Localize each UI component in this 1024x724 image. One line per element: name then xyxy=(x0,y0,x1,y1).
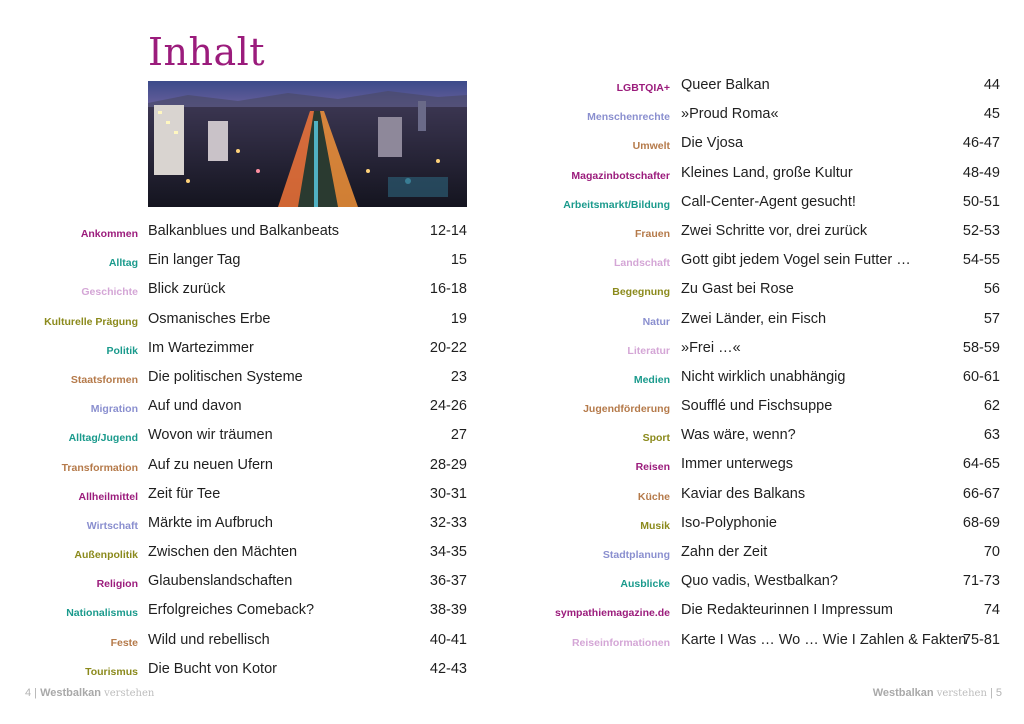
footer-page-number: | 5 xyxy=(989,687,1002,699)
toc-entry xyxy=(0,422,470,451)
toc-title: Call-Center-Agent gesucht! xyxy=(681,193,856,210)
toc-page: 15 xyxy=(450,252,467,269)
toc-title: Glaubenslandschaften xyxy=(148,573,293,590)
toc-entry xyxy=(520,422,1004,451)
toc-page: 60-61 xyxy=(962,368,1000,385)
toc-entry xyxy=(0,656,470,685)
toc-entry xyxy=(0,306,470,335)
toc-entry xyxy=(520,247,1004,276)
page-title: Inhalt xyxy=(148,30,266,74)
toc-entry xyxy=(520,160,1004,189)
toc-title: Wovon wir träumen xyxy=(148,427,273,444)
toc-title: Kleines Land, große Kultur xyxy=(681,164,853,181)
toc-category: Transformation xyxy=(61,461,138,474)
toc-category: Frauen xyxy=(634,227,670,240)
toc-entry xyxy=(0,597,470,626)
toc-title: Was wäre, wenn? xyxy=(681,427,796,444)
toc-category: Ausblicke xyxy=(620,578,670,591)
toc-category: Staatsformen xyxy=(70,373,138,386)
toc-title: Zwischen den Mächten xyxy=(148,544,298,561)
toc-title: Auf zu neuen Ufern xyxy=(148,456,273,473)
toc-page: 52-53 xyxy=(962,222,1000,239)
toc-page: 36-37 xyxy=(429,573,467,590)
toc-page: 64-65 xyxy=(962,456,1000,473)
toc-category: Allheilmittel xyxy=(78,490,138,503)
toc-category: Migration xyxy=(90,403,138,416)
toc-entry xyxy=(520,189,1004,218)
toc-entry xyxy=(520,335,1004,364)
toc-page: 45 xyxy=(983,106,1000,123)
toc-category: Feste xyxy=(110,636,138,649)
toc-category: Nationalismus xyxy=(66,607,138,620)
toc-category: Literatur xyxy=(627,344,670,357)
toc-entry xyxy=(0,247,470,276)
toc-title: Im Wartezimmer xyxy=(148,339,254,356)
toc-title: Karte I Was … Wo … Wie I Zahlen & Fakten xyxy=(681,631,967,648)
footer-brand: Westbalkan xyxy=(872,687,934,699)
toc-page: 58-59 xyxy=(962,339,1000,356)
toc-title: Auf und davon xyxy=(148,398,242,415)
toc-entry xyxy=(0,452,470,481)
toc-entry xyxy=(0,568,470,597)
toc-page: 38-39 xyxy=(429,602,467,619)
toc-page: 57 xyxy=(983,310,1000,327)
toc-title: Erfolgreiches Comeback? xyxy=(148,602,315,619)
toc-entry xyxy=(520,72,1004,101)
toc-title: Quo vadis, Westbalkan? xyxy=(681,573,838,590)
toc-category: Arbeitsmarkt/Bildung xyxy=(563,198,670,211)
toc-page: 27 xyxy=(450,427,467,444)
toc-entry xyxy=(520,510,1004,539)
toc-entry xyxy=(520,539,1004,568)
toc-category: Begegnung xyxy=(612,286,670,299)
toc-page: 68-69 xyxy=(962,514,1000,531)
city-photo-illustration xyxy=(148,81,467,207)
toc-page: 16-18 xyxy=(429,281,467,298)
toc-category: Landschaft xyxy=(613,257,670,270)
toc-page: 23 xyxy=(450,368,467,385)
toc-entry xyxy=(0,481,470,510)
toc-category: Jugendförderung xyxy=(583,403,670,416)
toc-category: Natur xyxy=(642,315,670,328)
toc-title: »Proud Roma« xyxy=(681,106,779,123)
toc-title: Zahn der Zeit xyxy=(681,544,768,560)
toc-title: Die Vjosa xyxy=(681,135,744,152)
toc-title: Blick zurück xyxy=(148,281,226,298)
toc-category: Medien xyxy=(633,373,670,386)
toc-page: 62 xyxy=(983,398,1000,415)
toc-title: Ein langer Tag xyxy=(148,252,241,269)
footer-subtitle: verstehen xyxy=(104,688,155,699)
city-night-photo xyxy=(148,81,467,207)
toc-category: Geschichte xyxy=(81,286,138,299)
toc-category: Ankommen xyxy=(80,228,138,240)
toc-title: Iso-Polyphonie xyxy=(681,514,777,531)
toc-entry xyxy=(0,510,470,539)
toc-page: 46-47 xyxy=(962,135,1000,152)
toc-category: Umwelt xyxy=(632,140,670,153)
toc-title: Zwei Länder, ein Fisch xyxy=(681,310,827,327)
toc-page: 19 xyxy=(450,310,467,327)
toc-title: Soufflé und Fischsuppe xyxy=(681,398,833,415)
footer-right xyxy=(873,687,1002,699)
toc-title: Die politischen Systeme xyxy=(148,368,303,385)
footer-left xyxy=(25,687,154,699)
toc-category: Reisen xyxy=(635,461,670,474)
toc-page: 66-67 xyxy=(962,485,1000,502)
toc-entry xyxy=(0,218,470,247)
toc-page: 50-51 xyxy=(962,193,1000,210)
toc-entry xyxy=(520,451,1004,480)
footer-page-number: 4 | xyxy=(25,687,38,699)
toc-entry xyxy=(0,364,470,393)
footer-subtitle: verstehen xyxy=(936,688,987,699)
toc-category: Magazinbotschafter xyxy=(571,169,670,182)
toc-category: Wirtschaft xyxy=(86,519,138,532)
toc-category: Musik xyxy=(640,519,670,532)
toc-title: Osmanisches Erbe xyxy=(148,310,271,327)
toc-page: 24-26 xyxy=(429,398,467,415)
toc-title: Nicht wirklich unabhängig xyxy=(681,368,846,385)
toc-category: Alltag xyxy=(108,257,138,270)
toc-right-column xyxy=(520,72,1004,656)
toc-title: Gott gibt jedem Vogel sein Futter … xyxy=(681,252,911,269)
toc-entry xyxy=(0,276,470,305)
toc-title: Balkanblues und Balkanbeats xyxy=(148,223,340,239)
toc-entry xyxy=(520,276,1004,305)
toc-title: Märkte im Aufbruch xyxy=(148,514,273,531)
toc-category: Politik xyxy=(106,344,138,357)
toc-category: Sport xyxy=(642,432,670,445)
toc-page: 20-22 xyxy=(429,339,467,356)
toc-category: Menschenrechte xyxy=(587,111,670,124)
toc-category: Religion xyxy=(96,578,138,591)
toc-title: Immer unterwegs xyxy=(681,456,794,473)
toc-category: sympathiemagazine.de xyxy=(555,607,670,620)
toc-title: Die Bucht von Kotor xyxy=(148,660,277,677)
toc-title: Kaviar des Balkans xyxy=(681,485,806,502)
toc-category: Küche xyxy=(637,490,670,503)
toc-category: Kulturelle Prägung xyxy=(44,315,138,328)
toc-entry xyxy=(520,597,1004,626)
toc-page: 12-14 xyxy=(429,223,467,239)
toc-category: Außenpolitik xyxy=(74,549,138,562)
toc-page: 71-73 xyxy=(962,573,1000,590)
toc-entry xyxy=(520,627,1004,656)
footer-brand: Westbalkan xyxy=(40,687,102,699)
toc-entry xyxy=(520,393,1004,422)
toc-title: Zwei Schritte vor, drei zurück xyxy=(681,222,868,239)
toc-entry xyxy=(520,364,1004,393)
toc-entry xyxy=(520,306,1004,335)
toc-title: Zu Gast bei Rose xyxy=(681,281,794,298)
toc-page: 28-29 xyxy=(429,456,467,473)
toc-page: 75-81 xyxy=(962,631,1000,648)
toc-category: Stadtplanung xyxy=(602,549,670,561)
toc-page: 40-41 xyxy=(429,631,467,648)
toc-page: 56 xyxy=(983,281,1000,298)
toc-category: Alltag/Jugend xyxy=(68,432,138,445)
toc-entry xyxy=(520,130,1004,159)
toc-category: LGBTQIA+ xyxy=(616,82,670,94)
toc-title: Queer Balkan xyxy=(681,77,770,93)
toc-title: »Frei …« xyxy=(681,339,741,356)
toc-page: 54-55 xyxy=(962,252,1000,269)
toc-entry xyxy=(0,335,470,364)
toc-left-column xyxy=(0,218,470,685)
toc-category: Tourismus xyxy=(85,665,138,678)
toc-page: 63 xyxy=(983,427,1000,444)
toc-entry xyxy=(0,393,470,422)
toc-page: 70 xyxy=(983,544,1000,560)
toc-page: 48-49 xyxy=(962,164,1000,181)
toc-page: 42-43 xyxy=(429,660,467,677)
toc-title: Zeit für Tee xyxy=(148,485,221,502)
toc-entry xyxy=(520,568,1004,597)
toc-entry xyxy=(0,627,470,656)
toc-category: Reiseinformationen xyxy=(571,636,670,649)
toc-entry xyxy=(520,101,1004,130)
toc-entry xyxy=(0,539,470,568)
toc-page: 74 xyxy=(983,602,1000,619)
toc-page: 30-31 xyxy=(429,485,467,502)
toc-page: 32-33 xyxy=(429,514,467,531)
toc-entry xyxy=(520,218,1004,247)
toc-title: Wild und rebellisch xyxy=(148,631,270,648)
toc-page: 44 xyxy=(983,77,1000,93)
toc-page: 34-35 xyxy=(429,544,467,561)
toc-title: Die Redakteurinnen I Impressum xyxy=(681,602,893,619)
toc-entry xyxy=(520,481,1004,510)
